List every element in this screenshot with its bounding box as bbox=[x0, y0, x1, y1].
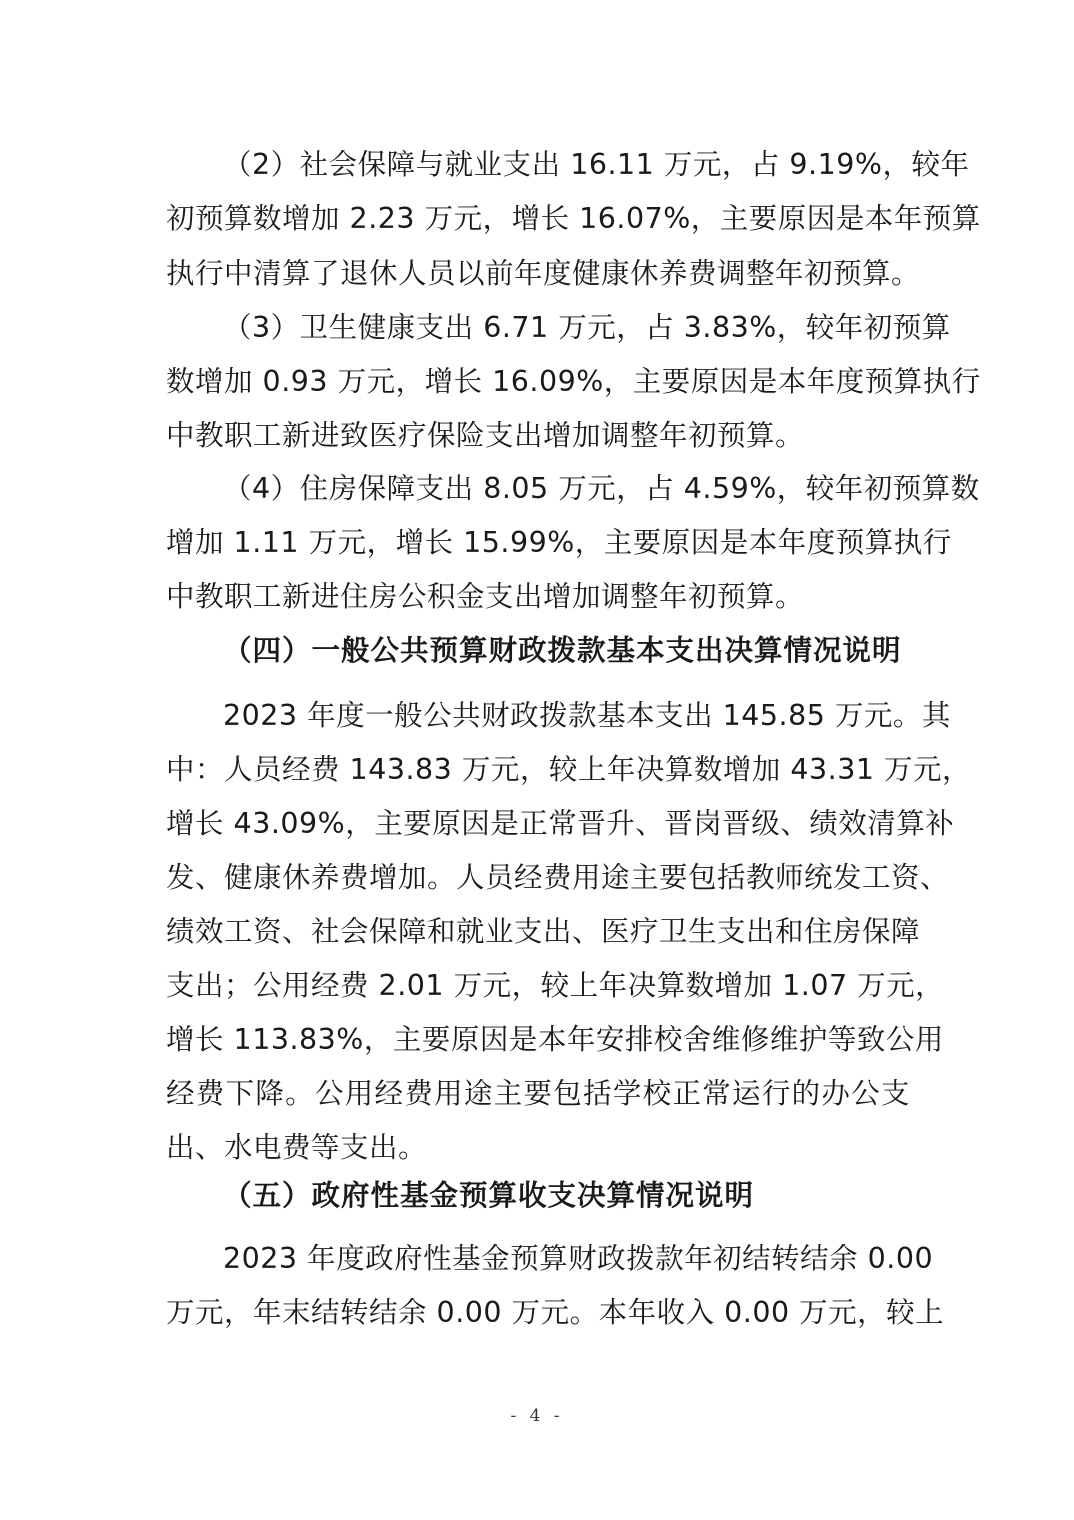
paragraph-line: 支出；公用经费 2.01 万元，较上年决算数增加 1.07 万元， bbox=[166, 969, 945, 1002]
paragraph-line: （4）住房保障支出 8.05 万元，占 4.59%，较年初预算数 bbox=[223, 472, 980, 505]
paragraph-line: 绩效工资、社会保障和就业支出、医疗卫生支出和住房保障 bbox=[166, 915, 921, 948]
paragraph-line: （3）卫生健康支出 6.71 万元，占 3.83%，较年初预算 bbox=[223, 311, 951, 344]
paragraph-line: 发、健康休养费增加。人员经费用途主要包括教师统发工资、 bbox=[166, 861, 950, 894]
paragraph-line: 增长 43.09%，主要原因是正常晋升、晋岗晋级、绩效清算补 bbox=[166, 807, 955, 840]
paragraph-line: 出、水电费等支出。 bbox=[166, 1131, 428, 1164]
paragraph-line: 增长 113.83%，主要原因是本年安排校舍维修维护等致公用 bbox=[166, 1023, 944, 1056]
paragraph-line: 增加 1.11 万元，增长 15.99%，主要原因是本年度预算执行 bbox=[166, 526, 952, 559]
paragraph-line: 执行中清算了退休人员以前年度健康休养费调整年初预算。 bbox=[166, 257, 921, 290]
paragraph-line: 数增加 0.93 万元，增长 16.09%，主要原因是本年度预算执行 bbox=[166, 365, 981, 398]
paragraph-line: 初预算数增加 2.23 万元，增长 16.07%，主要原因是本年预算 bbox=[166, 202, 981, 235]
paragraph-line: 经费下降。公用经费用途主要包括学校正常运行的办公支 bbox=[166, 1077, 910, 1110]
section-heading: （五）政府性基金预算收支决算情况说明 bbox=[223, 1179, 755, 1212]
paragraph-line: 中教职工新进住房公积金支出增加调整年初预算。 bbox=[166, 580, 805, 613]
paragraph-line: 万元，年末结转结余 0.00 万元。本年收入 0.00 万元，较上 bbox=[166, 1296, 945, 1329]
paragraph-line: 2023 年度政府性基金预算财政拨款年初结转结余 0.00 bbox=[223, 1242, 934, 1275]
section-heading: （四）一般公共预算财政拨款基本支出决算情况说明 bbox=[223, 634, 902, 667]
paragraph-line: 中：人员经费 143.83 万元，较上年决算数增加 43.31 万元， bbox=[166, 753, 972, 786]
paragraph-line: 中教职工新进致医疗保险支出增加调整年初预算。 bbox=[166, 419, 805, 452]
paragraph-line: （2）社会保障与就业支出 16.11 万元，占 9.19%，较年 bbox=[223, 148, 970, 181]
paragraph-line: 2023 年度一般公共财政拨款基本支出 145.85 万元。其 bbox=[223, 699, 951, 732]
page-number: - 4 - bbox=[510, 1406, 564, 1426]
